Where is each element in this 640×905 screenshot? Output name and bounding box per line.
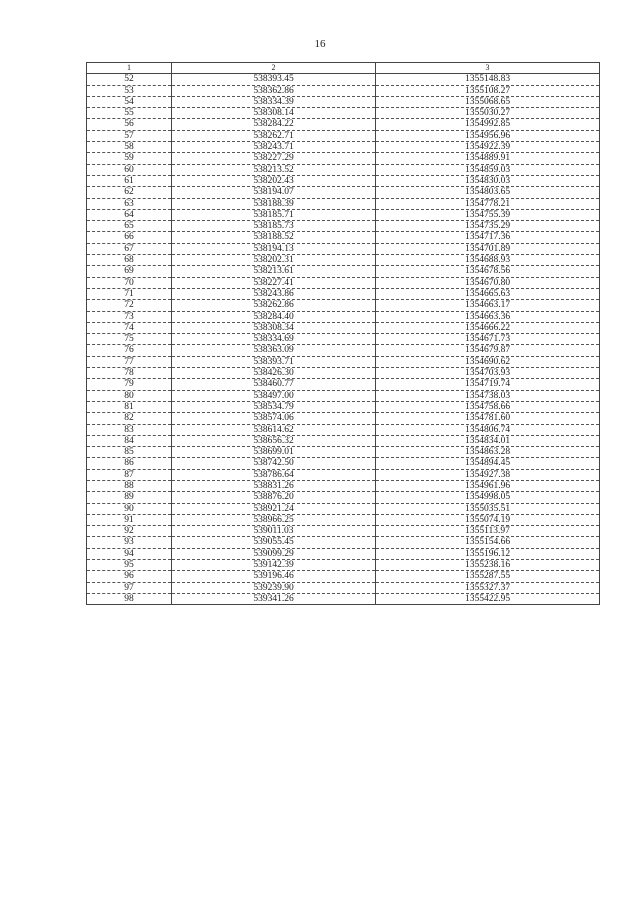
y-coordinate-cell: 1354701.89 [376,243,600,254]
y-coordinate-cell: 1355154.66 [376,537,600,548]
table-row [87,198,600,209]
table-row [87,390,600,401]
table-row [87,571,600,582]
table-row [87,514,600,525]
x-coordinate-cell: 538262.71 [172,130,376,141]
x-coordinate-cell: 538786.64 [172,469,376,480]
x-coordinate-cell: 538534.79 [172,401,376,412]
point-number-cell: 96 [87,571,172,582]
point-number-cell: 76 [87,345,172,356]
column-header-3: 3 [376,63,600,74]
table-row [87,187,600,198]
x-coordinate-cell: 538243.86 [172,288,376,299]
table-row [87,413,600,424]
x-coordinate-cell: 538308.14 [172,108,376,119]
table-row [87,447,600,458]
point-number-cell: 97 [87,582,172,593]
x-coordinate-cell: 538393.71 [172,356,376,367]
table-row [87,582,600,593]
x-coordinate-cell: 538656.32 [172,435,376,446]
x-coordinate-cell: 538227.29 [172,153,376,164]
table-row [87,175,600,186]
point-number-cell: 68 [87,255,172,266]
table-row [87,232,600,243]
x-coordinate-cell: 539055.45 [172,537,376,548]
point-number-cell: 75 [87,334,172,345]
header-row [87,63,600,74]
x-coordinate-cell: 538202.31 [172,255,376,266]
x-coordinate-cell: 538213.61 [172,266,376,277]
point-number-cell: 89 [87,492,172,503]
point-number-cell: 91 [87,514,172,525]
point-number-cell: 73 [87,311,172,322]
point-number-cell: 88 [87,480,172,491]
y-coordinate-cell: 1354803.65 [376,187,600,198]
table-row [87,288,600,299]
y-coordinate-cell: 1355422.95 [376,593,600,604]
point-number-cell: 74 [87,322,172,333]
x-coordinate-cell: 538742.50 [172,458,376,469]
x-coordinate-cell: 538362.86 [172,85,376,96]
table-row [87,401,600,412]
y-coordinate-cell: 1354863.28 [376,447,600,458]
y-coordinate-cell: 1354719.74 [376,379,600,390]
table-row [87,492,600,503]
point-number-cell: 56 [87,119,172,130]
x-coordinate-cell: 538460.77 [172,379,376,390]
y-coordinate-cell: 1355068.65 [376,96,600,107]
y-coordinate-cell: 1354735.29 [376,221,600,232]
y-coordinate-cell: 1354717.36 [376,232,600,243]
y-coordinate-cell: 1355030.27 [376,108,600,119]
y-coordinate-cell: 1354663.36 [376,311,600,322]
point-number-cell: 84 [87,435,172,446]
point-number-cell: 54 [87,96,172,107]
table-row [87,560,600,571]
y-coordinate-cell: 1354781.60 [376,413,600,424]
point-number-cell: 53 [87,85,172,96]
table-row [87,526,600,537]
point-number-cell: 72 [87,300,172,311]
x-coordinate-cell: 538284.22 [172,119,376,130]
table-row [87,356,600,367]
y-coordinate-cell: 1354679.87 [376,345,600,356]
point-number-cell: 65 [87,221,172,232]
x-coordinate-cell: 539099.29 [172,548,376,559]
table-row [87,503,600,514]
y-coordinate-cell: 1355108.27 [376,85,600,96]
y-coordinate-cell: 1355327.37 [376,582,600,593]
point-number-cell: 81 [87,401,172,412]
x-coordinate-cell: 539011.03 [172,526,376,537]
x-coordinate-cell: 538334.69 [172,334,376,345]
point-number-cell: 58 [87,142,172,153]
y-coordinate-cell: 1354738.03 [376,390,600,401]
x-coordinate-cell: 538334.39 [172,96,376,107]
point-number-cell: 71 [87,288,172,299]
y-coordinate-cell: 1354992.85 [376,119,600,130]
y-coordinate-cell: 1354830.03 [376,175,600,186]
point-number-cell: 61 [87,175,172,186]
y-coordinate-cell: 1354665.63 [376,288,600,299]
x-coordinate-cell: 538194.07 [172,187,376,198]
y-coordinate-cell: 1354755.39 [376,209,600,220]
table-row [87,243,600,254]
y-coordinate-cell: 1355287.55 [376,571,600,582]
point-number-cell: 57 [87,130,172,141]
table-row [87,108,600,119]
x-coordinate-cell: 538188.52 [172,232,376,243]
x-coordinate-cell: 538831.26 [172,480,376,491]
x-coordinate-cell: 538574.06 [172,413,376,424]
x-coordinate-cell: 538262.86 [172,300,376,311]
table-row [87,153,600,164]
x-coordinate-cell: 538497.00 [172,390,376,401]
y-coordinate-cell: 1355074.19 [376,514,600,525]
y-coordinate-cell: 1354666.22 [376,322,600,333]
table-row [87,300,600,311]
table-row [87,480,600,491]
column-header-1: 1 [87,63,172,74]
x-coordinate-cell: 538876.20 [172,492,376,503]
x-coordinate-cell: 538188.39 [172,198,376,209]
table-row [87,142,600,153]
x-coordinate-cell: 538363.09 [172,345,376,356]
x-coordinate-cell: 539142.39 [172,560,376,571]
table-row [87,537,600,548]
table-row [87,96,600,107]
x-coordinate-cell: 539196.46 [172,571,376,582]
point-number-cell: 77 [87,356,172,367]
point-number-cell: 60 [87,164,172,175]
x-coordinate-cell: 538227.41 [172,277,376,288]
point-number-cell: 55 [87,108,172,119]
x-coordinate-cell: 538699.01 [172,447,376,458]
y-coordinate-cell: 1355196.12 [376,548,600,559]
x-coordinate-cell: 538393.45 [172,74,376,85]
table-row [87,74,600,85]
point-number-cell: 93 [87,537,172,548]
point-number-cell: 79 [87,379,172,390]
y-coordinate-cell: 1354894.45 [376,458,600,469]
x-coordinate-cell: 538284.40 [172,311,376,322]
y-coordinate-cell: 1354859.03 [376,164,600,175]
x-coordinate-cell: 539239.90 [172,582,376,593]
y-coordinate-cell: 1354806.74 [376,424,600,435]
point-number-cell: 83 [87,424,172,435]
y-coordinate-cell: 1354998.05 [376,492,600,503]
y-coordinate-cell: 1354678.56 [376,266,600,277]
point-number-cell: 80 [87,390,172,401]
x-coordinate-cell: 538966.25 [172,514,376,525]
point-number-cell: 94 [87,548,172,559]
point-number-cell: 62 [87,187,172,198]
table-row [87,164,600,175]
page-number: 16 [314,38,326,50]
y-coordinate-cell: 1354663.17 [376,300,600,311]
y-coordinate-cell: 1354703.93 [376,368,600,379]
y-coordinate-cell: 1355238.16 [376,560,600,571]
table-body [87,74,600,605]
y-coordinate-cell: 1354961.96 [376,480,600,491]
point-number-cell: 70 [87,277,172,288]
x-coordinate-cell: 538243.71 [172,142,376,153]
point-number-cell: 90 [87,503,172,514]
table-row [87,266,600,277]
table-row [87,368,600,379]
y-coordinate-cell: 1354671.73 [376,334,600,345]
point-number-cell: 92 [87,526,172,537]
point-number-cell: 82 [87,413,172,424]
x-coordinate-cell: 538185.71 [172,209,376,220]
x-coordinate-cell: 538185.73 [172,221,376,232]
point-number-cell: 69 [87,266,172,277]
point-number-cell: 87 [87,469,172,480]
x-coordinate-cell: 539341.26 [172,593,376,604]
y-coordinate-cell: 1354778.21 [376,198,600,209]
table-row [87,85,600,96]
y-coordinate-cell: 1355148.83 [376,74,600,85]
point-number-cell: 63 [87,198,172,209]
x-coordinate-cell: 538921.24 [172,503,376,514]
table-row [87,435,600,446]
point-number-cell: 67 [87,243,172,254]
point-number-cell: 86 [87,458,172,469]
table-row [87,379,600,390]
point-number-cell: 52 [87,74,172,85]
y-coordinate-cell: 1354889.91 [376,153,600,164]
x-coordinate-cell: 538194.13 [172,243,376,254]
y-coordinate-cell: 1355113.97 [376,526,600,537]
table-row [87,424,600,435]
table-row [87,334,600,345]
point-number-cell: 66 [87,232,172,243]
x-coordinate-cell: 538308.34 [172,322,376,333]
table-row [87,311,600,322]
point-number-cell: 59 [87,153,172,164]
y-coordinate-cell: 1354922.39 [376,142,600,153]
table-row [87,277,600,288]
table-row [87,548,600,559]
y-coordinate-cell: 1354690.62 [376,356,600,367]
point-number-cell: 95 [87,560,172,571]
table-row [87,209,600,220]
point-number-cell: 85 [87,447,172,458]
y-coordinate-cell: 1355035.51 [376,503,600,514]
y-coordinate-cell: 1354688.93 [376,255,600,266]
table-header [87,63,600,74]
table-row [87,469,600,480]
table-row [87,345,600,356]
column-header-2: 2 [172,63,376,74]
x-coordinate-cell: 538213.52 [172,164,376,175]
y-coordinate-cell: 1354956.96 [376,130,600,141]
x-coordinate-cell: 538614.62 [172,424,376,435]
table-row [87,119,600,130]
table-row [87,458,600,469]
y-coordinate-cell: 1354670.80 [376,277,600,288]
x-coordinate-cell: 538426.30 [172,368,376,379]
y-coordinate-cell: 1354758.66 [376,401,600,412]
coordinates-table [86,62,600,605]
table-row [87,221,600,232]
y-coordinate-cell: 1354927.38 [376,469,600,480]
table-row [87,255,600,266]
x-coordinate-cell: 538202.43 [172,175,376,186]
table-row [87,130,600,141]
table-row [87,322,600,333]
point-number-cell: 64 [87,209,172,220]
point-number-cell: 78 [87,368,172,379]
table-row [87,593,600,604]
point-number-cell: 98 [87,593,172,604]
y-coordinate-cell: 1354834.01 [376,435,600,446]
